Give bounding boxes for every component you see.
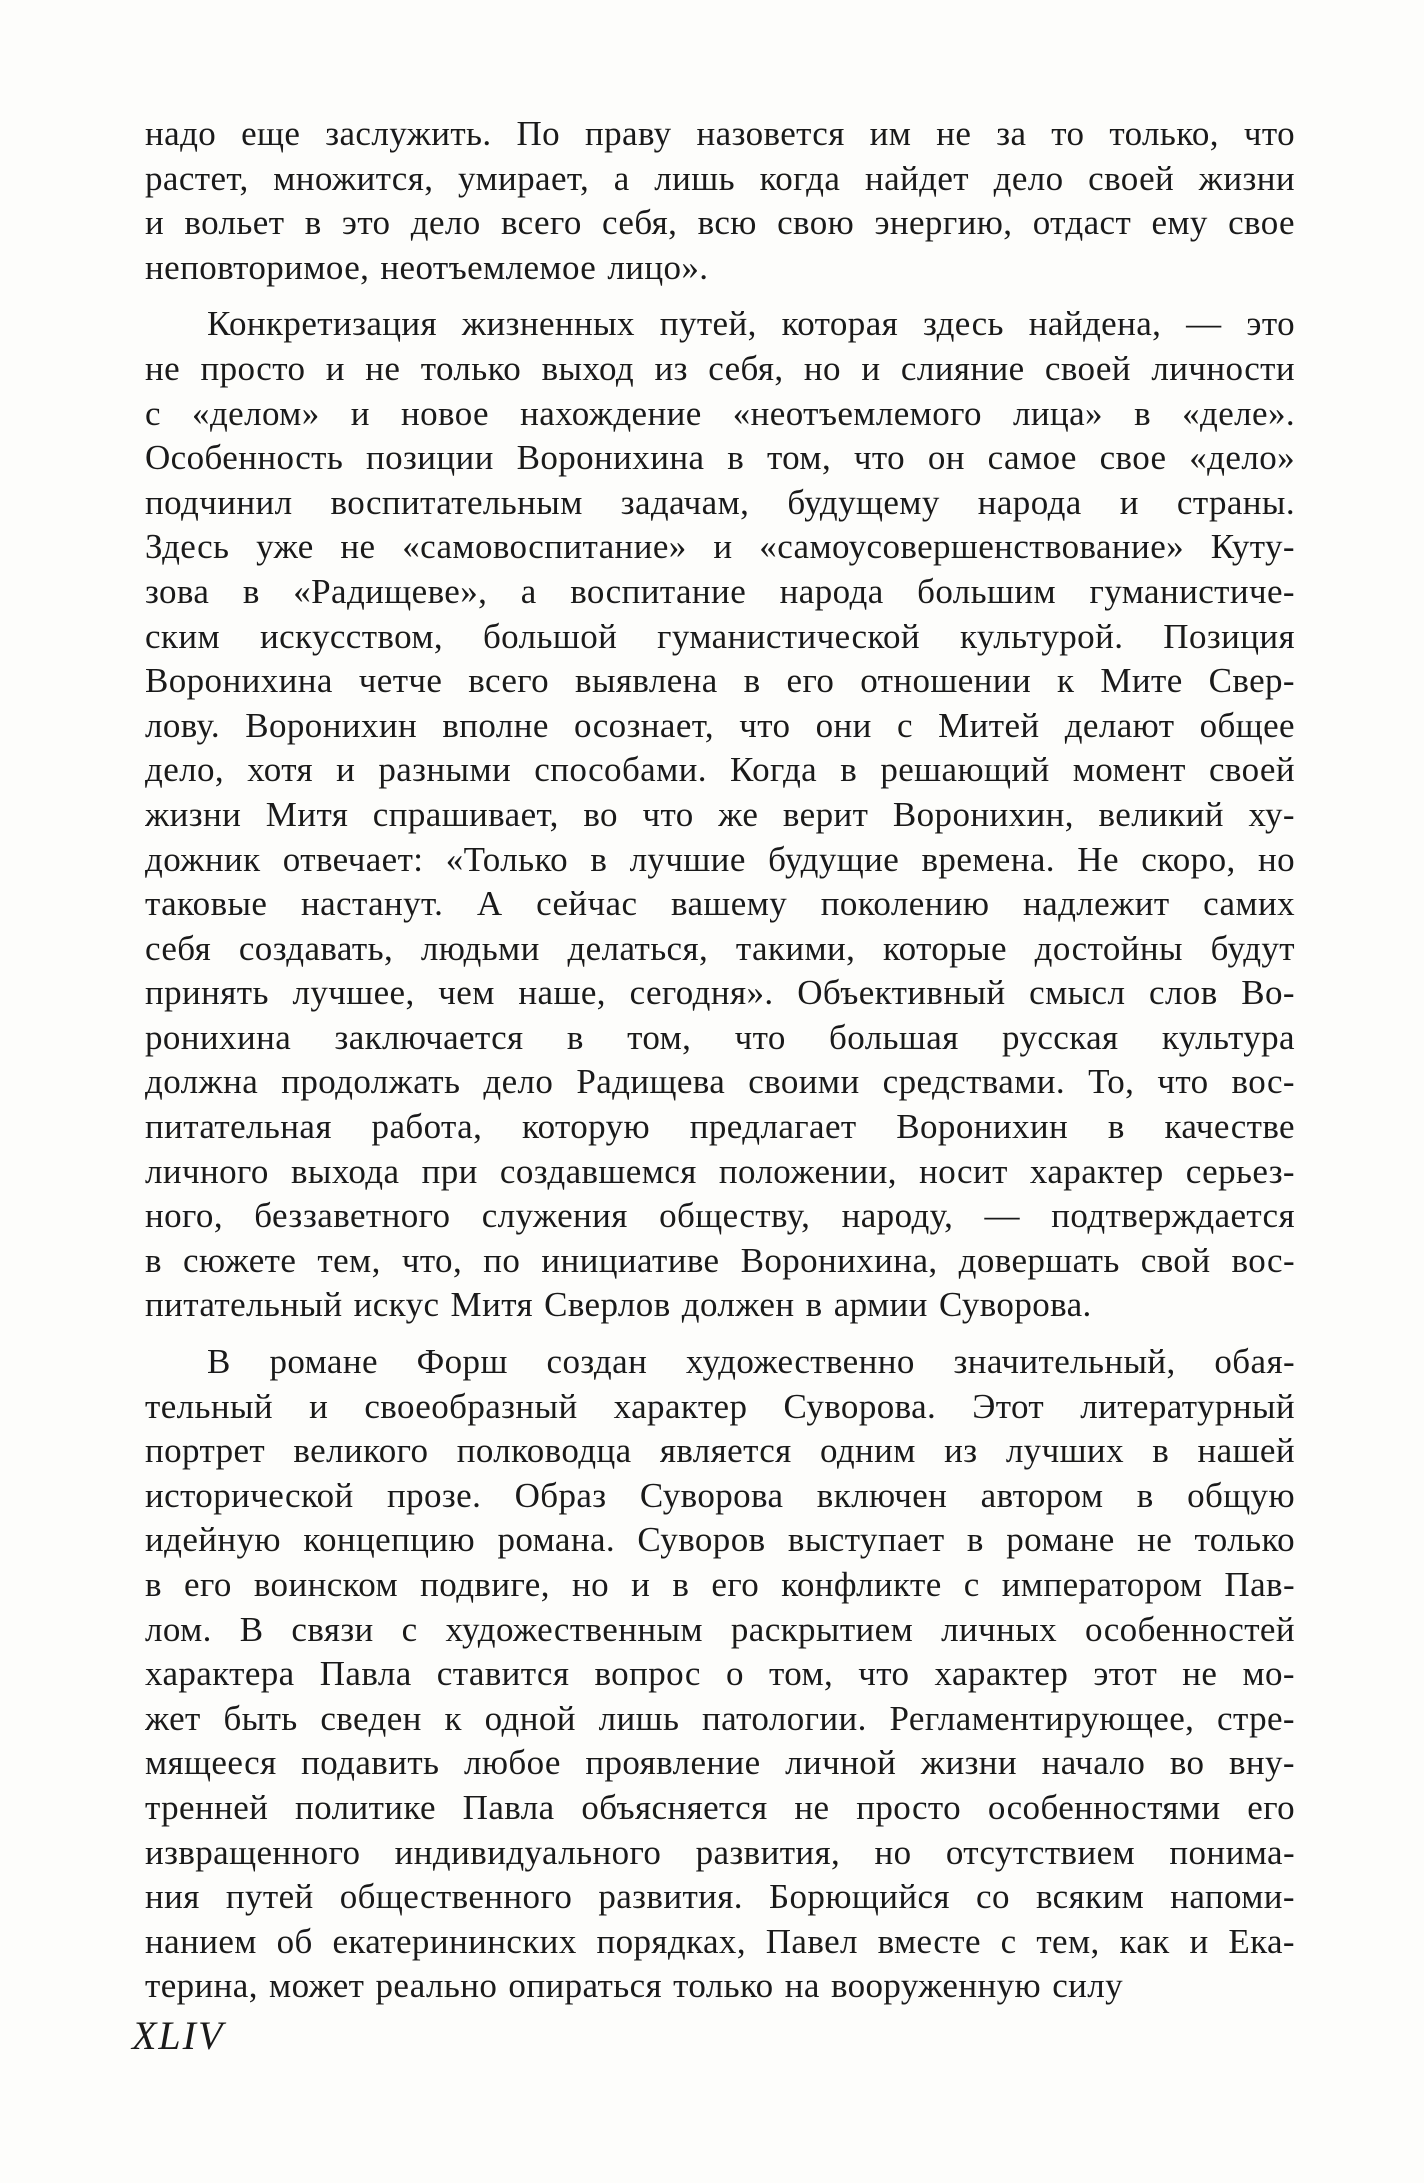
text-line: ронихина заключается в том, что большая русская культура: [145, 1017, 1295, 1057]
text-line: жет быть сведен к одной лишь патологии. Регламентирующее, стре-: [145, 1698, 1295, 1738]
paragraph: [145, 302, 1295, 1328]
text-line: идейную концепцию романа. Суворов выступает в романе не только: [145, 1520, 1295, 1560]
text-line: принять лучшее, чем наше, сегодня». Объективный смысл слов Во-: [145, 973, 1295, 1013]
text-line: не просто и не только выход из себя, но и слияние своей личности: [145, 348, 1295, 388]
text-line: тренней политике Павла объясняется не просто особенностями его: [145, 1787, 1295, 1827]
text-line: нанием об екатерининских порядках, Павел вместе с тем, как и Ека-: [145, 1921, 1295, 1961]
text-line: с «делом» и новое нахождение «неотъемлемого лица» в «деле».: [145, 393, 1295, 433]
text-line: дожник отвечает: «Только в лучшие будущие времена. Не скоро, но: [145, 839, 1295, 879]
text-line: и вольет в это дело всего себя, всю свою энергию, отдаст ему свое: [145, 203, 1295, 243]
text-line: тельный и своеобразный характер Суворова. Этот литературный: [145, 1386, 1295, 1426]
text-line: Здесь уже не «самовоспитание» и «самоусовершенствование» Куту-: [145, 527, 1295, 567]
body-text: [145, 112, 1295, 2021]
text-line: надо еще заслужить. По праву назовется им не за то только, что: [145, 114, 1295, 153]
text-line: личного выхода при создавшемся положении, носит характер серьез-: [145, 1151, 1295, 1191]
text-line: Конкретизация жизненных путей, которая здесь найдена, — это: [207, 304, 1295, 344]
text-line: портрет великого полководца является одним из лучших в нашей: [145, 1431, 1295, 1471]
text-line: Воронихина четче всего выявлена в его отношении к Мите Свер-: [145, 661, 1295, 701]
text-line: в его воинском подвиге, но и в его конфликте с императором Пав-: [145, 1565, 1295, 1604]
text-line: себя создавать, людьми делаться, такими, которые достойны будут: [145, 928, 1295, 968]
paragraph: [145, 112, 1295, 290]
text-line: ния путей общественного развития. Борющийся со всяким напоми-: [145, 1877, 1295, 1917]
text-line: зова в «Радищеве», а воспитание народа большим гуманистиче-: [145, 571, 1295, 611]
text-line: таковые настанут. А сейчас вашему поколению надлежит самих: [145, 884, 1295, 924]
text-line: дело, хотя и разными способами. Когда в решающий момент своей: [145, 750, 1295, 790]
text-line: должна продолжать дело Радищева своими средствами. То, что вос-: [145, 1062, 1295, 1102]
text-line: лову. Воронихин вполне осознает, что они с Митей делают общее: [145, 705, 1295, 745]
text-line: ским искусством, большой гуманистической культурой. Позиция: [145, 616, 1295, 656]
text-line: питательная работа, которую предлагает Воронихин в качестве: [145, 1107, 1295, 1147]
text-line: Особенность позиции Воронихина в том, что он самое свое «дело»: [145, 438, 1295, 478]
text-line: исторической прозе. Образ Суворова включен автором в общую: [145, 1475, 1295, 1515]
text-line: в сюжете тем, что, по инициативе Воронихина, довершать свой вос-: [145, 1240, 1295, 1280]
text-line: В романе Форш создан художественно значительный, обая-: [207, 1342, 1295, 1382]
text-line: извращенного индивидуального развития, но отсутствием понима-: [145, 1832, 1295, 1872]
text-line: неповторимое, неотъемлемое лицо».: [145, 247, 709, 287]
page-number: XLIV: [132, 2013, 225, 2058]
text-line: жизни Митя спрашивает, во что же верит Воронихин, великий ху-: [145, 794, 1295, 834]
text-line: лом. В связи с художественным раскрытием личных особенностей: [145, 1609, 1295, 1649]
text-line: мящееся подавить любое проявление личной жизни начало во вну-: [145, 1743, 1295, 1783]
text-line: характера Павла ставится вопрос о том, что характер этот не мо-: [145, 1654, 1295, 1694]
text-line: подчинил воспитательным задачам, будущему народа и страны.: [145, 482, 1295, 522]
text-line: питательный искус Митя Сверлов должен в армии Суворова.: [145, 1285, 1092, 1325]
paragraph: [145, 1340, 1295, 2009]
text-line: растет, множится, умирает, а лишь когда найдет дело своей жизни: [145, 158, 1295, 198]
text-line: терина, может реально опираться только на вооруженную силу: [145, 1966, 1124, 2006]
text-line: ного, беззаветного служения обществу, народу, — подтверждается: [145, 1196, 1295, 1236]
